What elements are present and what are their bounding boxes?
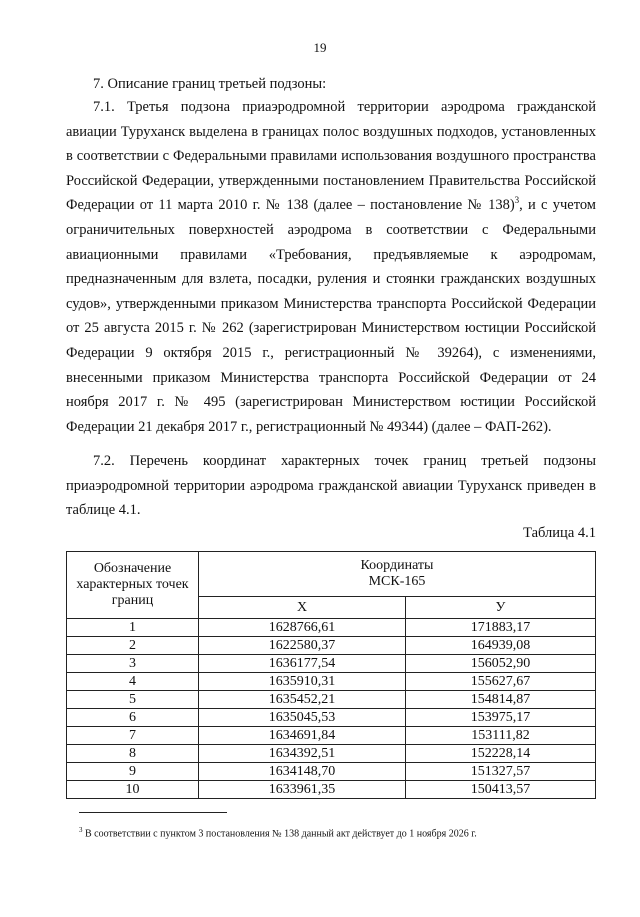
row-point-cell: 5 (67, 691, 199, 709)
row-x-cell: 1628766,61 (199, 619, 406, 637)
row-point-cell: 1 (67, 619, 199, 637)
table-row (67, 619, 596, 637)
footnote-marker: 3 (79, 826, 83, 834)
table-row (67, 673, 596, 691)
header-coordinates (199, 552, 596, 597)
paragraph-7-2: 7.2. Перечень координат характерных точек границ третьей подзоны приаэродромной территории аэродрома гражданской авиации Туруханск приведен в таблице 4.1. (66, 453, 596, 519)
row-y-cell: 151327,57 (406, 763, 596, 781)
table-row (67, 745, 596, 763)
page-number: 19 (313, 40, 327, 55)
row-y-cell: 153975,17 (406, 709, 596, 727)
paragraph-7-1 (66, 95, 596, 439)
footnote-reference: 3 (514, 195, 520, 206)
section-heading: 7. Описание границ третьей подзоны: (93, 76, 327, 92)
row-point-cell: 2 (67, 637, 199, 655)
header-y: У (406, 597, 596, 619)
footnote (79, 826, 477, 839)
row-point-cell: 3 (67, 655, 199, 673)
header-point-designation: Обозначение характерных точек границ (67, 552, 199, 619)
table-caption: Таблица 4.1 (523, 525, 596, 541)
table-row (67, 763, 596, 781)
row-x-cell: 1634392,51 (199, 745, 406, 763)
row-x-cell: 1634691,84 (199, 727, 406, 745)
row-y-cell: 164939,08 (406, 637, 596, 655)
row-y-cell: 153111,82 (406, 727, 596, 745)
coordinates-table (66, 551, 596, 799)
row-x-cell: 1634148,70 (199, 763, 406, 781)
row-y-cell: 150413,57 (406, 781, 596, 799)
footnote-divider (79, 812, 227, 813)
table-body (67, 619, 596, 799)
row-x-cell: 1622580,37 (199, 637, 406, 655)
table-row (67, 655, 596, 673)
row-x-cell: 1635045,53 (199, 709, 406, 727)
table-row (67, 727, 596, 745)
header-x: X (199, 597, 406, 619)
row-point-cell: 9 (67, 763, 199, 781)
row-y-cell: 154814,87 (406, 691, 596, 709)
table-row (67, 637, 596, 655)
row-x-cell: 1635910,31 (199, 673, 406, 691)
table-row (67, 709, 596, 727)
row-y-cell: 156052,90 (406, 655, 596, 673)
row-point-cell: 10 (67, 781, 199, 799)
footnote-text: В соответствии с пунктом 3 постановления № 138 данный акт действует до 1 ноября 2026 г. (82, 828, 477, 840)
row-x-cell: 1635452,21 (199, 691, 406, 709)
row-point-cell: 6 (67, 709, 199, 727)
paragraph-7-1-text-a: 7.1. Третья подзона приаэродромной территории аэродрома гражданской авиации Туруханск выделена в границах полос воздушных подходов, установленных в соответствии с Федеральными правилами использования воздушного пространства Российской Федерации, утвержденными постановлением Правительства Российской Федерации от 11 марта 2010 г. № 138 (далее – постановление № 138) (66, 99, 596, 214)
row-x-cell: 1633961,35 (199, 781, 406, 799)
table-row (67, 781, 596, 799)
header-coordinate-system: МСК-165 (368, 574, 426, 589)
table-row (67, 691, 596, 709)
row-y-cell: 155627,67 (406, 673, 596, 691)
row-point-cell: 8 (67, 745, 199, 763)
row-y-cell: 171883,17 (406, 619, 596, 637)
header-coordinates-title: Координаты (360, 558, 434, 573)
row-point-cell: 4 (67, 673, 199, 691)
row-y-cell: 152228,14 (406, 745, 596, 763)
row-x-cell: 1636177,54 (199, 655, 406, 673)
paragraph-7-1-text-b: , и с учетом ограничительных поверхностей аэродрома в соответствии с Федеральными авиационными правилами «Требования, предъявляемые к аэродромам, предназначенным для взлета, посадки, руления и стоянки гражданских воздушных судов», утвержденными приказом Министерства транспорта Российской Федерации от 25 августа 2015 г. № 262 (зарегистрирован Министерством юстиции Российской Федерации 9 октября 2015 г., регистрационный № 39264), с изменениями, внесенными приказом Министерства транспорта Российской Федерации от 24 ноября 2017 г. № 495 (зарегистрирован Министерством юстиции Российской Федерации 21 декабря 2017 г., регистрационный № 49344) (далее – ФАП-262). (66, 197, 596, 435)
row-point-cell: 7 (67, 727, 199, 745)
